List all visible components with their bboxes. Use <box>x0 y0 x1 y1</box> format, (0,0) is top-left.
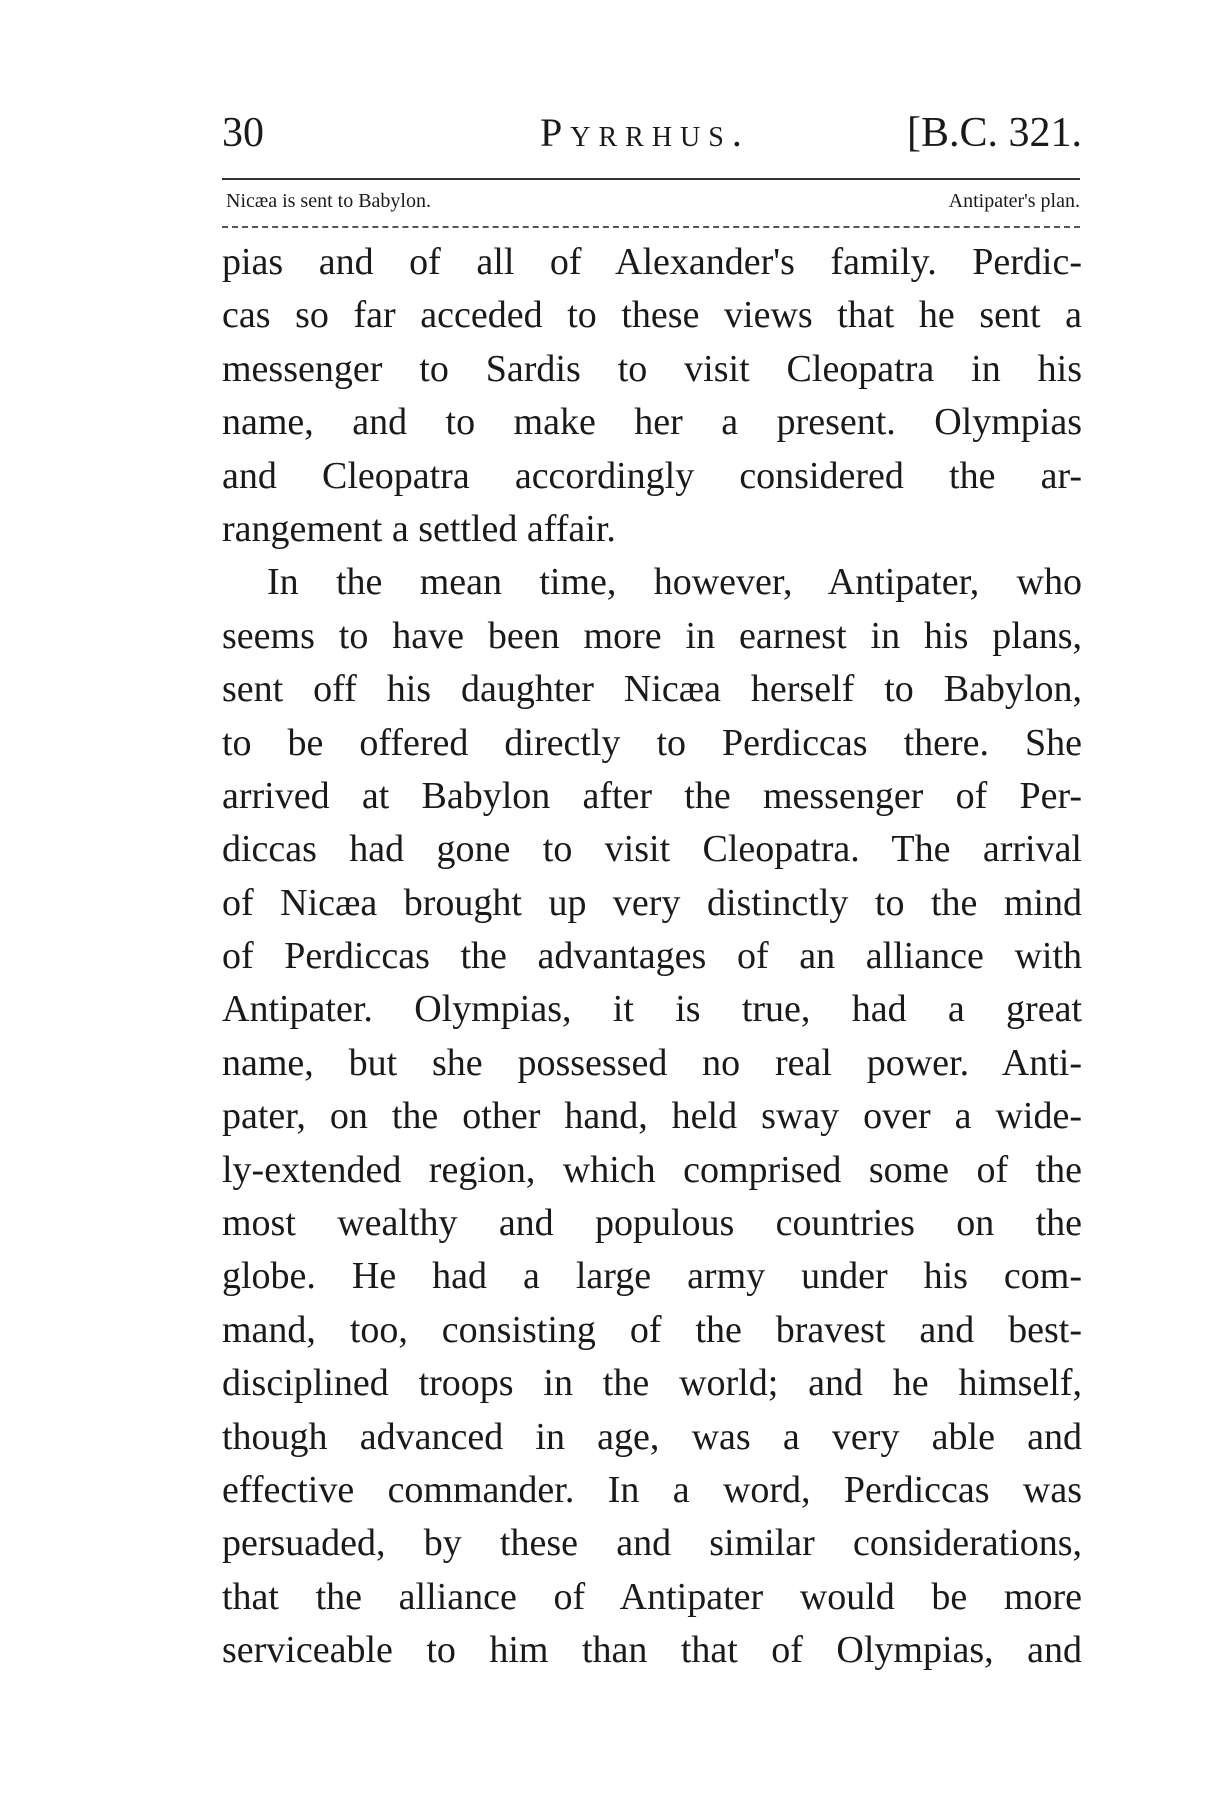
text-line: pias and of all of Alexander's family. Perdic- <box>222 241 1082 283</box>
text-line: pater, on the other hand, held sway over a wide- <box>222 1095 1082 1138</box>
text-line: name, and to make her a present. Olympias <box>222 401 1082 444</box>
text-line: of Perdiccas the advantages of an alliance with <box>222 935 1082 978</box>
text-line: serviceable to him than that of Olympias, and <box>222 1629 1082 1672</box>
shoulder-note-left: Nicæa is sent to Babylon. <box>226 190 431 212</box>
text-line: globe. He had a large army under his com- <box>222 1255 1082 1298</box>
text-line: though advanced in age, was a very able and <box>222 1415 1082 1458</box>
text-line: to be offered directly to Perdiccas there. She <box>222 721 1082 764</box>
text-line: mand, too, consisting of the bravest and best- <box>222 1308 1082 1351</box>
text-line: name, but she possessed no real power. Anti- <box>222 1041 1082 1084</box>
text-line: effective commander. In a word, Perdiccas was <box>222 1468 1082 1511</box>
text-line: Antipater. Olympias, it is true, had a great <box>222 988 1082 1031</box>
page-number: 30 <box>222 110 264 156</box>
shoulder-note-right: Antipater's plan. <box>948 190 1080 212</box>
running-date: [B.C. 321. <box>906 110 1082 156</box>
text-line: persuaded, by these and similar considerations, <box>222 1522 1082 1565</box>
running-title: Pyrrhus. <box>540 110 750 155</box>
text-line: of Nicæa brought up very distinctly to the mind <box>222 881 1082 924</box>
text-line: diccas had gone to visit Cleopatra. The arrival <box>222 828 1082 871</box>
text-line: cas so far acceded to these views that he sent a <box>222 294 1082 337</box>
text-line: In the mean time, however, Antipater, who <box>267 561 1082 604</box>
text-line: arrived at Babylon after the messenger of Per- <box>222 774 1082 817</box>
body-text <box>222 236 1082 1678</box>
shoulder-rule <box>222 226 1080 228</box>
running-head <box>222 108 1082 168</box>
text-line: and Cleopatra accordingly considered the ar- <box>222 454 1082 497</box>
text-line: messenger to Sardis to visit Cleopatra in his <box>222 347 1082 390</box>
text-line: ly-extended region, which comprised some of the <box>222 1148 1082 1191</box>
text-line: most wealthy and populous countries on the <box>222 1202 1082 1245</box>
header-rule <box>222 178 1080 180</box>
text-line: seems to have been more in earnest in his plans, <box>222 614 1082 657</box>
text-line: that the alliance of Antipater would be more <box>222 1575 1082 1618</box>
text-line: rangement a settled affair. <box>222 507 616 550</box>
text-line: sent off his daughter Nicæa herself to Babylon, <box>222 668 1082 711</box>
text-line: disciplined troops in the world; and he himself, <box>222 1362 1082 1405</box>
